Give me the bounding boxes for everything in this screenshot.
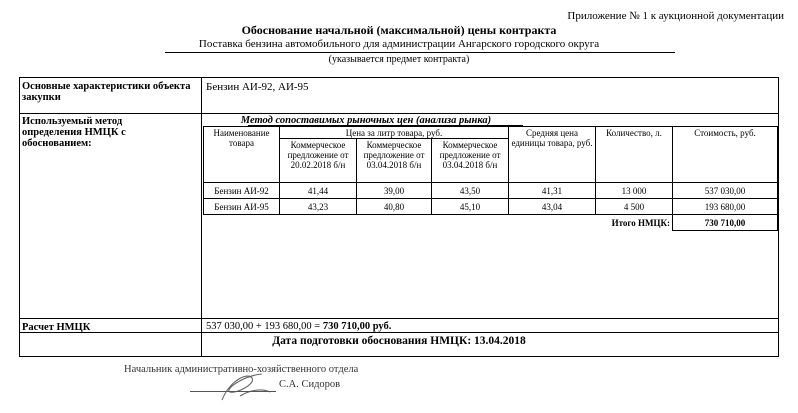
characteristics-value: Бензин АИ-92, АИ-95 bbox=[206, 81, 309, 93]
subtitle-note: (указывается предмет контракта) bbox=[328, 54, 470, 65]
row-divider bbox=[20, 332, 778, 333]
document-title: Обоснование начальной (максимальной) цены контракта bbox=[241, 23, 557, 37]
cell-cost: 193 680,00 bbox=[673, 199, 778, 215]
price-table bbox=[203, 126, 778, 231]
bottom-rule-left bbox=[19, 356, 51, 357]
table-row bbox=[204, 199, 778, 215]
cell-price-1: 41,44 bbox=[280, 183, 357, 199]
cell-cost: 537 030,00 bbox=[673, 183, 778, 199]
table-row bbox=[204, 183, 778, 199]
header-cost: Стоимость, руб. bbox=[673, 127, 778, 183]
method-title: Метод сопоставимых рыночных цен (анализа рынка) bbox=[240, 115, 492, 126]
characteristics-label: Основные характеристики объекта закупки bbox=[22, 81, 191, 103]
cell-price-1: 43,23 bbox=[280, 199, 357, 215]
calc-value bbox=[206, 321, 391, 332]
row-divider bbox=[20, 113, 778, 114]
cell-average: 41,31 bbox=[509, 183, 596, 199]
signatory-position: Начальник административно-хозяйственного отдела bbox=[124, 364, 359, 375]
header-price-group: Цена за литр товара, руб. bbox=[280, 127, 509, 139]
cell-average: 43,04 bbox=[509, 199, 596, 215]
signatory-name: С.А. Сидоров bbox=[279, 379, 341, 390]
header-quantity: Количество, л. bbox=[596, 127, 673, 183]
calc-label: Расчет НМЦК bbox=[22, 322, 91, 333]
total-value: 730 710,00 bbox=[673, 215, 778, 231]
preparation-date: Дата подготовки обоснования НМЦК: 13.04.2018 bbox=[272, 335, 526, 347]
header-offer-3: Коммерческое предложение от 03.04.2018 б/н bbox=[432, 139, 509, 183]
header-offer-1: Коммерческое предложение от 20.02.2018 б/н bbox=[280, 139, 357, 183]
total-row bbox=[204, 215, 778, 231]
calc-expression: 537 030,00 + 193 680,00 = bbox=[206, 321, 323, 332]
document-subtitle: Поставка бензина автомобильного для администрации Ангарского городского округа bbox=[198, 38, 600, 50]
cell-quantity: 13 000 bbox=[596, 183, 673, 199]
header-average: Средняя цена единицы товара, руб. bbox=[509, 127, 596, 183]
cell-price-2: 40,80 bbox=[357, 199, 432, 215]
calc-result: 730 710,00 руб. bbox=[322, 321, 392, 332]
appendix-label: Приложение № 1 к аукционной документации bbox=[567, 10, 784, 22]
signature-scribble bbox=[200, 370, 290, 406]
row-divider bbox=[20, 318, 778, 319]
method-label: Используемый метод определения НМЦК с обоснованием: bbox=[22, 116, 126, 149]
cell-product: Бензин АИ-95 bbox=[204, 199, 280, 215]
header-offer-2: Коммерческое предложение от 03.04.2018 б/н bbox=[357, 139, 432, 183]
cell-quantity: 4 500 bbox=[596, 199, 673, 215]
column-divider bbox=[201, 78, 202, 356]
cell-price-2: 39,00 bbox=[357, 183, 432, 199]
total-label: Итого НМЦК: bbox=[204, 215, 673, 231]
subtitle-underline bbox=[165, 52, 675, 53]
header-product: Наименование товара bbox=[204, 127, 280, 183]
cell-price-3: 43,50 bbox=[432, 183, 509, 199]
signature-line bbox=[190, 391, 276, 392]
cell-product: Бензин АИ-92 bbox=[204, 183, 280, 199]
cell-price-3: 45,10 bbox=[432, 199, 509, 215]
justification-table bbox=[19, 77, 779, 357]
bottom-rule-right bbox=[760, 356, 778, 357]
